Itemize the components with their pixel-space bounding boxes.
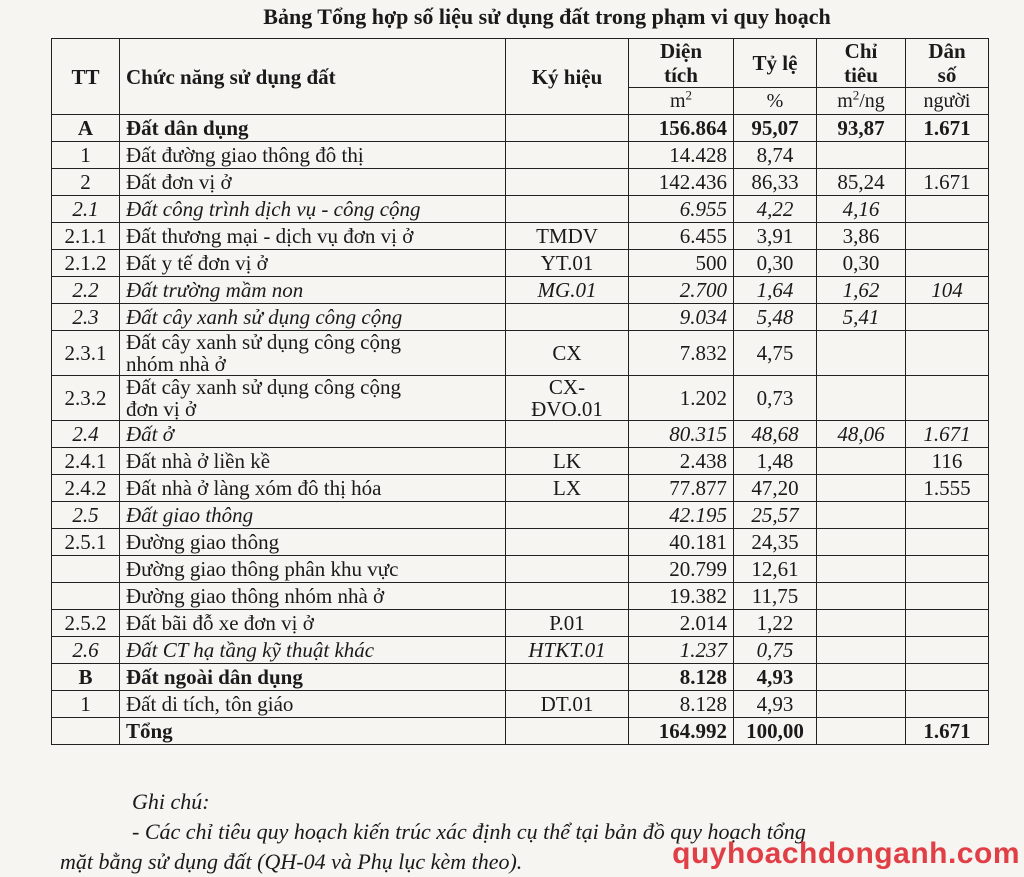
- cell-area: 14.428: [629, 142, 734, 169]
- unit-index-base: m: [837, 90, 853, 112]
- cell-ratio: 8,74: [734, 142, 817, 169]
- cell-ratio: 25,57: [734, 502, 817, 529]
- cell-pop: [906, 583, 989, 610]
- cell-ratio: 86,33: [734, 169, 817, 196]
- cell-code: [506, 529, 629, 556]
- cell-name: Đường giao thông: [120, 529, 506, 556]
- cell-tt: 2.4: [52, 421, 120, 448]
- unit-area-base: m: [669, 90, 686, 112]
- cell-area: 77.877: [629, 475, 734, 502]
- cell-name: Đất dân dụng: [120, 115, 506, 142]
- cell-ratio: 0,30: [734, 250, 817, 277]
- cell-name-line2: nhóm nhà ở: [126, 352, 226, 376]
- cell-index: [817, 376, 906, 421]
- cell-pop: [906, 142, 989, 169]
- cell-tt: [52, 718, 120, 745]
- cell-ratio: 95,07: [734, 115, 817, 142]
- cell-name: Tổng: [120, 718, 506, 745]
- cell-tt: 2.3: [52, 304, 120, 331]
- cell-pop: [906, 223, 989, 250]
- cell-tt: 1: [52, 142, 120, 169]
- cell-index: 48,06: [817, 421, 906, 448]
- cell-index: [817, 529, 906, 556]
- land-use-table: [51, 38, 989, 745]
- watermark: quyhoachdonganh.com: [672, 837, 1020, 870]
- cell-index: 3,86: [817, 223, 906, 250]
- cell-name: Đất đường giao thông đô thị: [120, 142, 506, 169]
- cell-name-line1: Đất cây xanh sử dụng công cộng: [126, 375, 401, 399]
- cell-tt: 2.4.2: [52, 475, 120, 502]
- note-line2: mặt bằng sử dụng đất (QH-04 và Phụ lục kèm theo).: [60, 849, 523, 874]
- cell-code: [506, 304, 629, 331]
- cell-code: YT.01: [506, 250, 629, 277]
- cell-pop: [906, 664, 989, 691]
- table-row: [52, 448, 989, 475]
- cell-pop: [906, 637, 989, 664]
- cell-tt: [52, 583, 120, 610]
- cell-pop: 1.555: [906, 475, 989, 502]
- header-area-text: Diện tích: [660, 39, 702, 87]
- cell-pop: 1.671: [906, 169, 989, 196]
- header-index-text: Chỉ tiêu: [844, 39, 878, 87]
- header-tt: TT: [52, 39, 120, 115]
- table-row: [52, 223, 989, 250]
- cell-pop: [906, 502, 989, 529]
- cell-ratio: 4,93: [734, 664, 817, 691]
- cell-ratio: 0,73: [734, 376, 817, 421]
- cell-tt: 2.5.1: [52, 529, 120, 556]
- cell-area: 7.832: [629, 331, 734, 376]
- table-row: [52, 637, 989, 664]
- header-pop-text: Dân số: [928, 39, 966, 87]
- cell-ratio: 1,64: [734, 277, 817, 304]
- cell-tt: 2.5.2: [52, 610, 120, 637]
- cell-tt: 2.6: [52, 637, 120, 664]
- cell-tt: 2.1.2: [52, 250, 120, 277]
- cell-ratio: 0,75: [734, 637, 817, 664]
- cell-tt: 1: [52, 691, 120, 718]
- cell-area: 142.436: [629, 169, 734, 196]
- cell-code: HTKT.01: [506, 637, 629, 664]
- unit-area-sup: 2: [685, 87, 693, 103]
- page-title: Bảng Tổng hợp số liệu sử dụng đất trong phạm vi quy hoạch: [263, 4, 831, 29]
- cell-index: [817, 637, 906, 664]
- cell-code: CX: [506, 331, 629, 376]
- cell-name: Đất nhà ở làng xóm đô thị hóa: [120, 475, 506, 502]
- cell-name: Đất đơn vị ở: [120, 169, 506, 196]
- table-row: [52, 583, 989, 610]
- cell-name: Đất thương mại - dịch vụ đơn vị ở: [120, 223, 506, 250]
- cell-code: [506, 142, 629, 169]
- cell-ratio: 1,48: [734, 448, 817, 475]
- cell-tt: 2.3.1: [52, 331, 120, 376]
- cell-code: [506, 421, 629, 448]
- cell-name: Đất bãi đỗ xe đơn vị ở: [120, 610, 506, 637]
- cell-name: Đất di tích, tôn giáo: [120, 691, 506, 718]
- table-row: [52, 664, 989, 691]
- cell-ratio: 24,35: [734, 529, 817, 556]
- table-row: [52, 277, 989, 304]
- cell-code: P.01: [506, 610, 629, 637]
- cell-tt: 2.3.2: [52, 376, 120, 421]
- cell-ratio: 5,48: [734, 304, 817, 331]
- cell-pop: 1.671: [906, 718, 989, 745]
- table-row: [52, 331, 989, 376]
- cell-code: [506, 718, 629, 745]
- cell-area: 20.799: [629, 556, 734, 583]
- header-index: [817, 39, 906, 88]
- cell-name: Đất trường mầm non: [120, 277, 506, 304]
- cell-ratio: 4,93: [734, 691, 817, 718]
- cell-area: 42.195: [629, 502, 734, 529]
- cell-pop: [906, 376, 989, 421]
- cell-index: [817, 610, 906, 637]
- cell-tt: 2.1: [52, 196, 120, 223]
- table-row: [52, 421, 989, 448]
- cell-pop: [906, 610, 989, 637]
- table-row: [52, 115, 989, 142]
- cell-index: [817, 718, 906, 745]
- cell-name: Đất công trình dịch vụ - công cộng: [120, 196, 506, 223]
- cell-name: Đất giao thông: [120, 502, 506, 529]
- cell-code: [506, 664, 629, 691]
- cell-area: 8.128: [629, 664, 734, 691]
- note-line1: - Các chỉ tiêu quy hoạch kiến trúc xác định cụ thể tại bản đồ quy hoạch tổng: [132, 819, 806, 844]
- cell-index: 4,16: [817, 196, 906, 223]
- cell-area: 1.202: [629, 376, 734, 421]
- header-row: [52, 39, 989, 88]
- note-heading: Ghi chú:: [132, 789, 210, 814]
- cell-pop: 104: [906, 277, 989, 304]
- cell-area: 9.034: [629, 304, 734, 331]
- cell-tt: 2.4.1: [52, 448, 120, 475]
- cell-code: [506, 169, 629, 196]
- table-row: [52, 475, 989, 502]
- cell-code: [506, 583, 629, 610]
- table-row: [52, 142, 989, 169]
- cell-index: [817, 331, 906, 376]
- header-name: Chức năng sử dụng đất: [120, 39, 506, 115]
- cell-ratio: 1,22: [734, 610, 817, 637]
- cell-area: 6.955: [629, 196, 734, 223]
- cell-pop: 1.671: [906, 421, 989, 448]
- table-row: [52, 196, 989, 223]
- cell-index: 93,87: [817, 115, 906, 142]
- cell-pop: [906, 691, 989, 718]
- table-row: [52, 691, 989, 718]
- cell-name: [120, 376, 506, 421]
- cell-code-line2: ĐVO.01: [531, 397, 603, 421]
- cell-code: [506, 556, 629, 583]
- cell-ratio: 11,75: [734, 583, 817, 610]
- cell-pop: [906, 196, 989, 223]
- cell-index: [817, 502, 906, 529]
- table-row: [52, 556, 989, 583]
- cell-code: MG.01: [506, 277, 629, 304]
- cell-tt: 2: [52, 169, 120, 196]
- cell-ratio: 4,22: [734, 196, 817, 223]
- cell-ratio: 3,91: [734, 223, 817, 250]
- cell-index: 85,24: [817, 169, 906, 196]
- cell-ratio: 48,68: [734, 421, 817, 448]
- cell-index: [817, 475, 906, 502]
- cell-pop: 116: [906, 448, 989, 475]
- unit-index-sup: 2: [852, 87, 860, 103]
- cell-area: 156.864: [629, 115, 734, 142]
- cell-pop: [906, 556, 989, 583]
- cell-ratio: 100,00: [734, 718, 817, 745]
- cell-code: [506, 376, 629, 421]
- unit-area: [629, 88, 734, 115]
- cell-area: 80.315: [629, 421, 734, 448]
- cell-index: [817, 691, 906, 718]
- cell-index: [817, 556, 906, 583]
- cell-ratio: 4,75: [734, 331, 817, 376]
- cell-area: 2.700: [629, 277, 734, 304]
- cell-name: Đường giao thông nhóm nhà ở: [120, 583, 506, 610]
- cell-name-line2: đơn vị ở: [126, 397, 197, 421]
- cell-area: 500: [629, 250, 734, 277]
- cell-index: 1,62: [817, 277, 906, 304]
- unit-pop: người: [906, 88, 989, 115]
- total-row: [52, 718, 989, 745]
- cell-name: Đất y tế đơn vị ở: [120, 250, 506, 277]
- cell-index: 0,30: [817, 250, 906, 277]
- cell-tt: 2.2: [52, 277, 120, 304]
- cell-index: [817, 664, 906, 691]
- cell-name: Đất ở: [120, 421, 506, 448]
- cell-name-line1: Đất cây xanh sử dụng công cộng: [126, 330, 401, 354]
- table-row: [52, 502, 989, 529]
- cell-code: TMDV: [506, 223, 629, 250]
- header-ratio: Tỷ lệ: [734, 39, 817, 88]
- cell-pop: [906, 304, 989, 331]
- cell-tt: A: [52, 115, 120, 142]
- cell-name: Đất ngoài dân dụng: [120, 664, 506, 691]
- cell-area: 19.382: [629, 583, 734, 610]
- cell-code-line1: CX-: [548, 375, 586, 399]
- cell-area: 1.237: [629, 637, 734, 664]
- header-area: [629, 39, 734, 88]
- cell-ratio: 12,61: [734, 556, 817, 583]
- cell-pop: [906, 331, 989, 376]
- cell-name: [120, 331, 506, 376]
- cell-area: 164.992: [629, 718, 734, 745]
- cell-tt: 2.5: [52, 502, 120, 529]
- cell-code: [506, 502, 629, 529]
- header-pop: [906, 39, 989, 88]
- cell-tt: 2.1.1: [52, 223, 120, 250]
- table-row: [52, 610, 989, 637]
- cell-index: [817, 142, 906, 169]
- cell-tt: [52, 556, 120, 583]
- cell-area: 2.438: [629, 448, 734, 475]
- table-row: [52, 169, 989, 196]
- cell-code: [506, 115, 629, 142]
- unit-index: [817, 88, 906, 115]
- cell-area: 6.455: [629, 223, 734, 250]
- cell-name: Đất CT hạ tầng kỹ thuật khác: [120, 637, 506, 664]
- unit-index-tail: /ng: [859, 90, 885, 112]
- unit-ratio: %: [734, 88, 817, 115]
- cell-code: [506, 196, 629, 223]
- cell-pop: [906, 529, 989, 556]
- cell-index: [817, 583, 906, 610]
- cell-name: Đất cây xanh sử dụng công cộng: [120, 304, 506, 331]
- cell-code: LX: [506, 475, 629, 502]
- header-code: Ký hiệu: [506, 39, 629, 115]
- cell-code: LK: [506, 448, 629, 475]
- cell-name: Đường giao thông phân khu vực: [120, 556, 506, 583]
- cell-index: [817, 448, 906, 475]
- cell-tt: B: [52, 664, 120, 691]
- cell-name: Đất nhà ở liền kề: [120, 448, 506, 475]
- cell-pop: 1.671: [906, 115, 989, 142]
- table-row: [52, 304, 989, 331]
- cell-code: DT.01: [506, 691, 629, 718]
- cell-area: 2.014: [629, 610, 734, 637]
- table-row: [52, 376, 989, 421]
- table-row: [52, 529, 989, 556]
- cell-ratio: 47,20: [734, 475, 817, 502]
- cell-index: 5,41: [817, 304, 906, 331]
- table-row: [52, 250, 989, 277]
- cell-area: 40.181: [629, 529, 734, 556]
- cell-pop: [906, 250, 989, 277]
- cell-area: 8.128: [629, 691, 734, 718]
